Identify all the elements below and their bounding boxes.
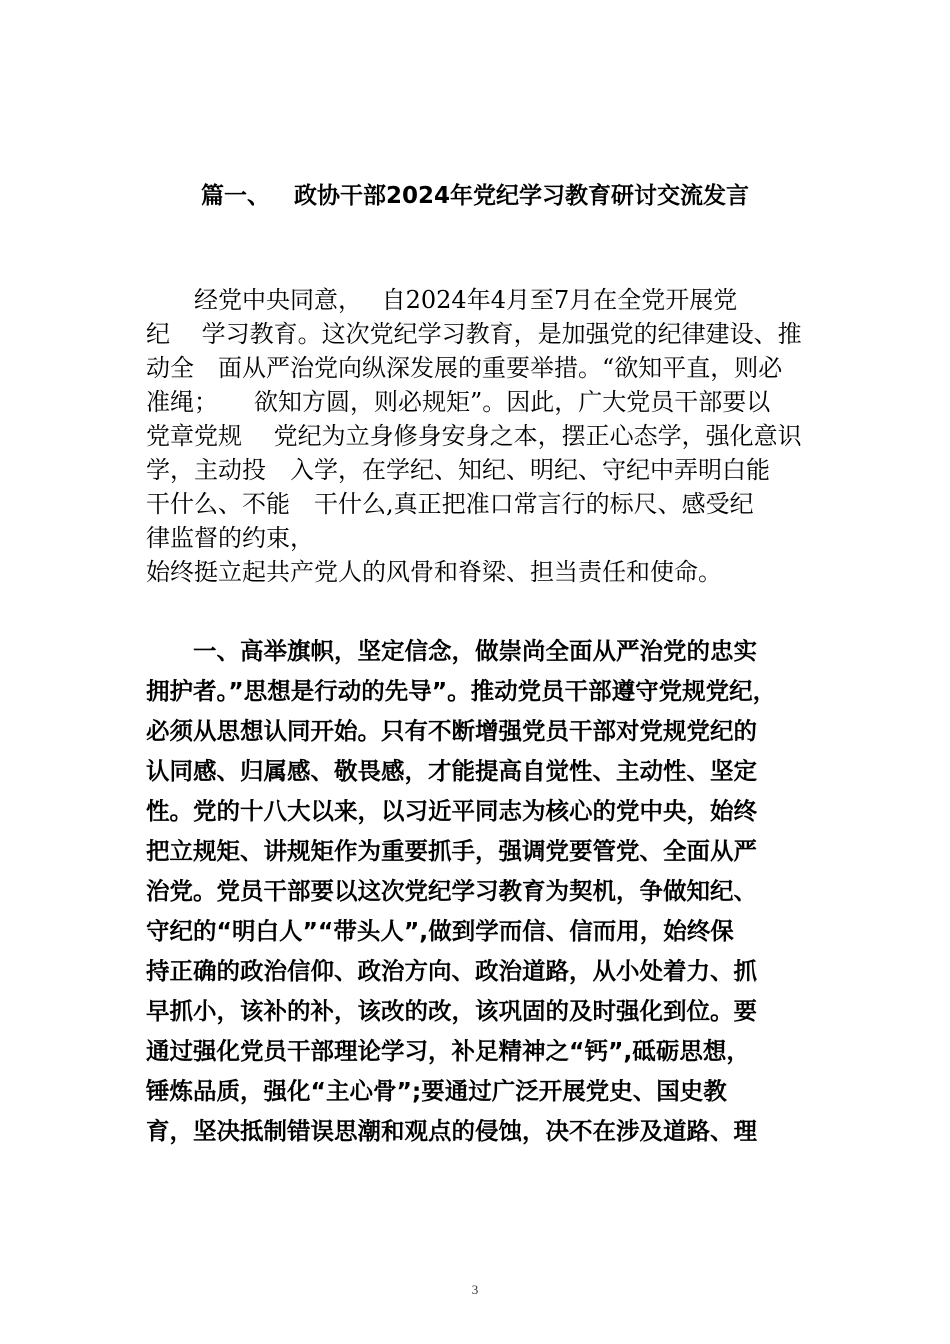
- title-prefix: 篇一、: [200, 183, 270, 209]
- section-line: 通过强化党员干部理论学习，补足精神之“钙”,砥砺思想，: [146, 1037, 750, 1065]
- intro-line: 党章党规 党纪为立身修身安身之本，摆正心态学，强化意识: [146, 422, 802, 450]
- title-text: 政协干部2024年党纪学习教育研讨交流发言: [293, 183, 749, 209]
- section-line: 必须从思想认同开始。只有不断增强党员干部对党规党纪的: [146, 717, 757, 745]
- intro-line: 学，主动投 入学，在学纪、知纪、明纪、守纪中弄明白能: [146, 456, 770, 484]
- section-line: 拥护者。”思想是行动的先导”。推动党员干部遵守党规党纪，: [146, 677, 777, 705]
- intro-line: 动全 面从严治党向纵深发展的重要举措。“欲知平直，则必: [146, 354, 783, 382]
- intro-line: 准绳； 欲知方圆，则必规矩”。因此，广大党员干部要以: [146, 388, 771, 416]
- section-line: 把立规矩、讲规矩作为重要抓手，强调党要管党、全面从严: [146, 837, 757, 865]
- section-line: 持正确的政治信仰、政治方向、政治道路，从小处着力、抓: [146, 957, 757, 985]
- section-line: 育，坚决抵制错误思潮和观点的侵蚀，决不在涉及道路、理: [146, 1117, 757, 1145]
- intro-line: 纪 学习教育。这次党纪学习教育，是加强党的纪律建设、推: [146, 320, 802, 348]
- intro-line: 始终挺立起共产党人的风骨和脊梁、担当责任和使命。: [146, 558, 722, 586]
- section-line: 一、高举旗帜，坚定信念，做崇尚全面从严治党的忠实: [146, 637, 757, 665]
- section-line: 认同感、归属感、敬畏感，才能提高自觉性、主动性、坚定: [146, 757, 757, 785]
- section-one-paragraph: [146, 631, 826, 1151]
- intro-line: 干什么、不能 干什么,真正把准口常言行的标尺、感受纪: [146, 490, 754, 518]
- intro-line: 律监督的约束，: [146, 524, 314, 552]
- section-line: 治党。党员干部要以这次党纪学习教育为契机，争做知纪、: [146, 877, 757, 905]
- section-line: 早抓小，该补的补，该改的改，该巩固的及时强化到位。要: [146, 997, 757, 1025]
- page-number: 3: [471, 1282, 479, 1297]
- document-title: [0, 176, 950, 216]
- section-line: 性。党的十八大以来，以习近平同志为核心的党中央，始终: [146, 797, 757, 825]
- section-line: 守纪的“明白人”“带头人”,做到学而信、信而用，始终保: [146, 917, 734, 945]
- section-line: 锤炼品质，强化“主心骨”;要通过广泛开展党史、国史教: [146, 1077, 727, 1105]
- intro-paragraph: [146, 283, 826, 589]
- intro-line: 经党中央同意， 自2024年4月至7月在全党开展党: [146, 286, 738, 314]
